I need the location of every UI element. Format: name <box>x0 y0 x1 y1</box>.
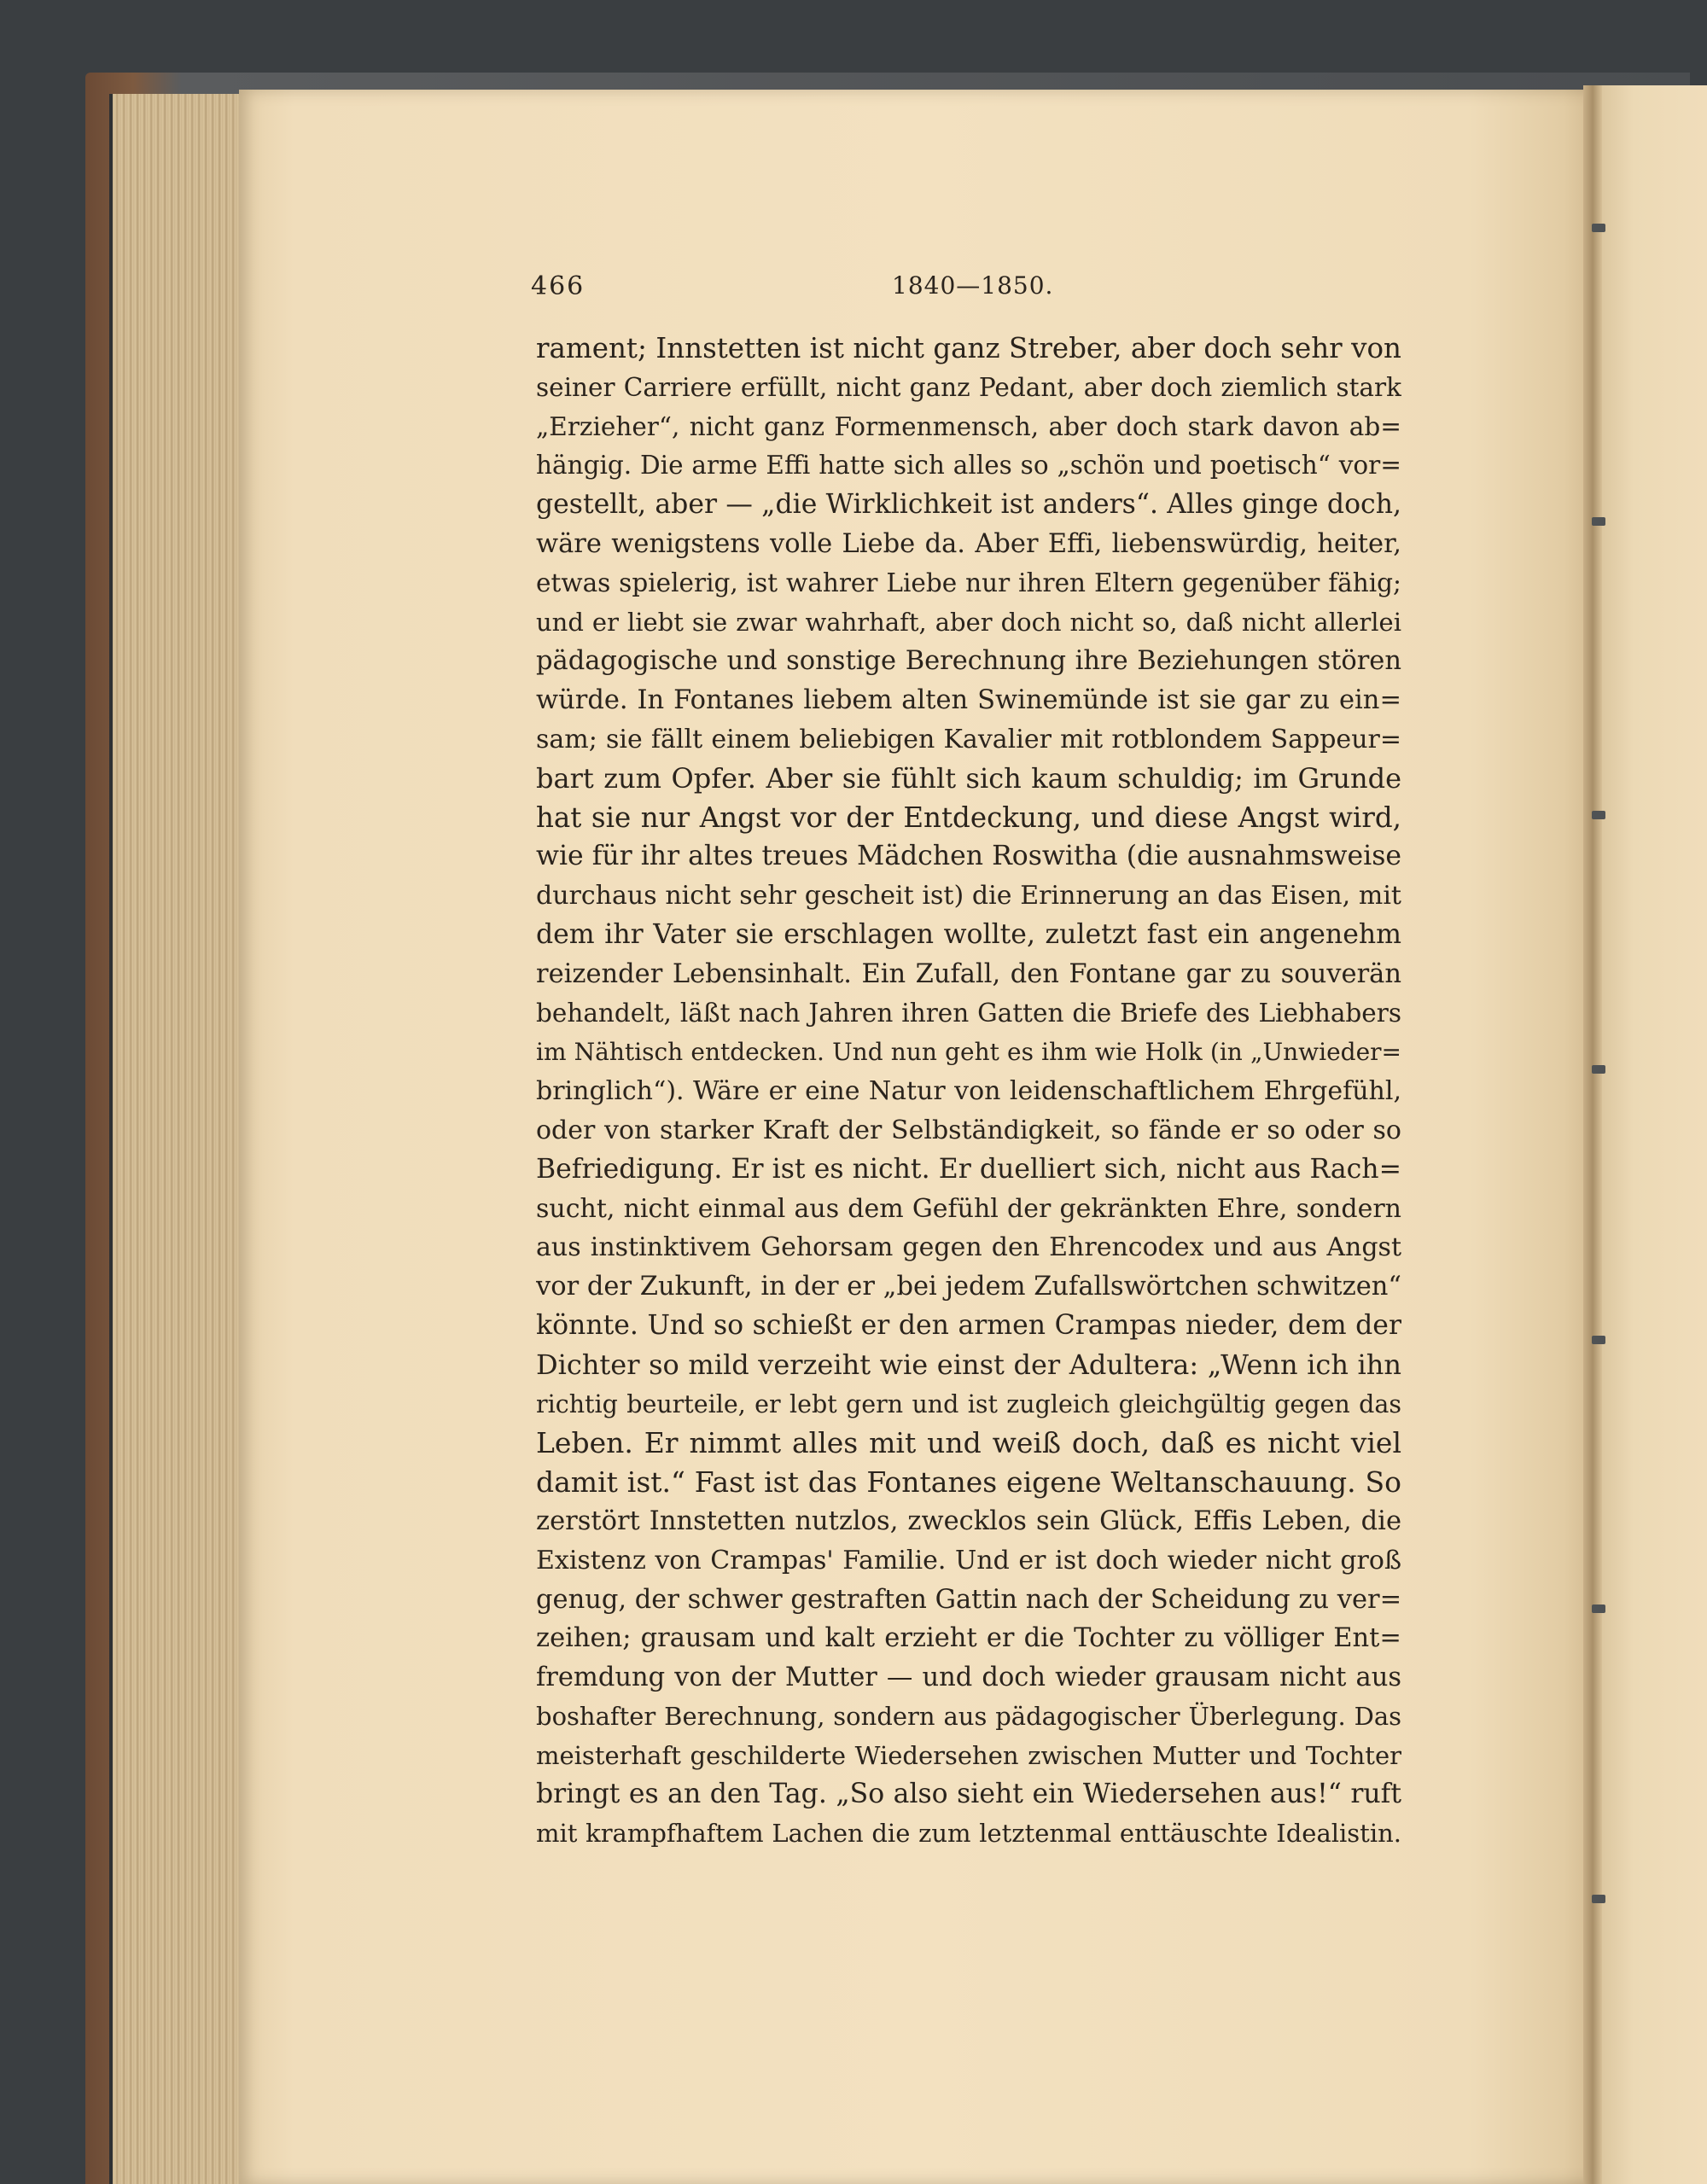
text-line: pädagogische und sonstige Berechnung ihre Beziehungen stören <box>536 646 1401 677</box>
text-line: wäre wenigstens volle Liebe da. Aber Effi, liebenswürdig, heiter, <box>536 528 1401 559</box>
text-line: meisterhaft geschilderte Wiedersehen zwischen Mutter und Tochter <box>536 1740 1401 1770</box>
binding-thread <box>1592 224 1605 232</box>
running-head: 1840—1850. <box>892 271 1054 300</box>
text-line: hat sie nur Angst vor der Entdeckung, und diese Angst wird, <box>536 801 1401 834</box>
text-line: bringlich“). Wäre er eine Natur von leidenschaftlichem Ehrgefühl, <box>536 1076 1401 1107</box>
text-line: mit krampfhaftem Lachen die zum letztenmal enttäuschte Idealistin. <box>536 1819 1401 1849</box>
text-line: im Nähtisch entdecken. Und nun geht es ihm wie Holk (in „Unwieder= <box>536 1038 1401 1067</box>
text-line: Existenz von Crampas' Familie. Und er ist doch wieder nicht groß <box>536 1545 1401 1575</box>
text-line: fremdung von der Mutter — und doch wieder grausam nicht aus <box>536 1663 1401 1693</box>
text-line: boshafter Berechnung, sondern aus pädagogischer Überlegung. Das <box>536 1701 1401 1731</box>
text-line: Dichter so mild verzeiht wie einst der Adultera: „Wenn ich ihn <box>536 1348 1401 1381</box>
text-line: würde. In Fontanes liebem alten Swinemünde ist sie gar zu ein= <box>536 685 1401 716</box>
binding-thread <box>1592 811 1605 819</box>
text-line: könnte. Und so schießt er den armen Crampas nieder, dem der <box>536 1309 1401 1341</box>
facing-page-edge <box>1602 85 1707 2184</box>
text-line: seiner Carriere erfüllt, nicht ganz Pedant, aber doch ziemlich stark <box>536 372 1401 402</box>
binding-thread <box>1592 1336 1605 1344</box>
text-line: zerstört Innstetten nutzlos, zwecklos sein Glück, Effis Leben, die <box>536 1506 1401 1536</box>
text-line: Leben. Er nimmt alles mit und weiß doch, daß es nicht viel <box>536 1426 1401 1460</box>
text-line: Befriedigung. Er ist es nicht. Er duelliert sich, nicht aus Rach= <box>536 1153 1401 1185</box>
page-header <box>531 271 1401 314</box>
binding-thread <box>1592 1605 1605 1613</box>
text-line: genug, der schwer gestraften Gattin nach der Scheidung zu ver= <box>536 1584 1401 1615</box>
page-edges <box>109 94 258 2184</box>
text-line: sam; sie fällt einem beliebigen Kavalier mit rotblondem Sappeur= <box>536 724 1401 754</box>
text-line: rament; Innstetten ist nicht ganz Streber, aber doch sehr von <box>536 332 1401 364</box>
text-line: reizender Lebensinhalt. Ein Zufall, den Fontane gar zu souverän <box>536 958 1401 989</box>
text-line: zeihen; grausam und kalt erzieht er die Tochter zu völliger Ent= <box>536 1623 1401 1654</box>
text-line: vor der Zukunft, in der er „bei jedem Zufallswörtchen schwitzen“ <box>536 1272 1401 1302</box>
text-line: aus instinktivem Gehorsam gegen den Ehrencodex und aus Angst <box>536 1232 1401 1263</box>
text-line: und er liebt sie zwar wahrhaft, aber doch nicht so, daß nicht allerlei <box>536 607 1401 637</box>
text-line: etwas spielerig, ist wahrer Liebe nur ihren Eltern gegenüber fähig; <box>536 568 1401 597</box>
text-line: bart zum Opfer. Aber sie fühlt sich kaum schuldig; im Grunde <box>536 761 1401 795</box>
text-line: oder von starker Kraft der Selbständigkeit, so fände er so oder so <box>536 1115 1401 1145</box>
text-line: damit ist.“ Fast ist das Fontanes eigene Weltanschauung. So <box>536 1465 1401 1500</box>
text-line: durchaus nicht sehr gescheit ist) die Erinnerung an das Eisen, mit <box>536 881 1401 911</box>
body-text <box>536 329 1401 1854</box>
book-gutter <box>1583 85 1602 2184</box>
text-line: richtig beurteile, er lebt gern und ist zugleich gleichgültig gegen das <box>536 1389 1401 1418</box>
text-line: sucht, nicht einmal aus dem Gefühl der gekränkten Ehre, sondern <box>536 1193 1401 1224</box>
binding-thread <box>1592 517 1605 526</box>
text-line: behandelt, läßt nach Jahren ihren Gatten die Briefe des Liebhabers <box>536 998 1401 1028</box>
binding-thread <box>1592 1895 1605 1903</box>
text-line: „Erzieher“, nicht ganz Formenmensch, aber doch stark davon ab= <box>536 411 1401 441</box>
text-line: dem ihr Vater sie erschlagen wollte, zuletzt fast ein angenehm <box>536 918 1401 950</box>
text-line: gestellt, aber — „die Wirklichkeit ist anders“. Alles ginge doch, <box>536 489 1401 521</box>
text-line: hängig. Die arme Effi hatte sich alles so „schön und poetisch“ vor= <box>536 451 1401 480</box>
binding-thread <box>1592 1065 1605 1074</box>
page-number: 466 <box>531 271 586 301</box>
text-line: bringt es an den Tag. „So also sieht ein Wiedersehen aus!“ ruft <box>536 1779 1401 1810</box>
text-line: wie für ihr altes treues Mädchen Roswitha (die ausnahmsweise <box>536 841 1401 872</box>
